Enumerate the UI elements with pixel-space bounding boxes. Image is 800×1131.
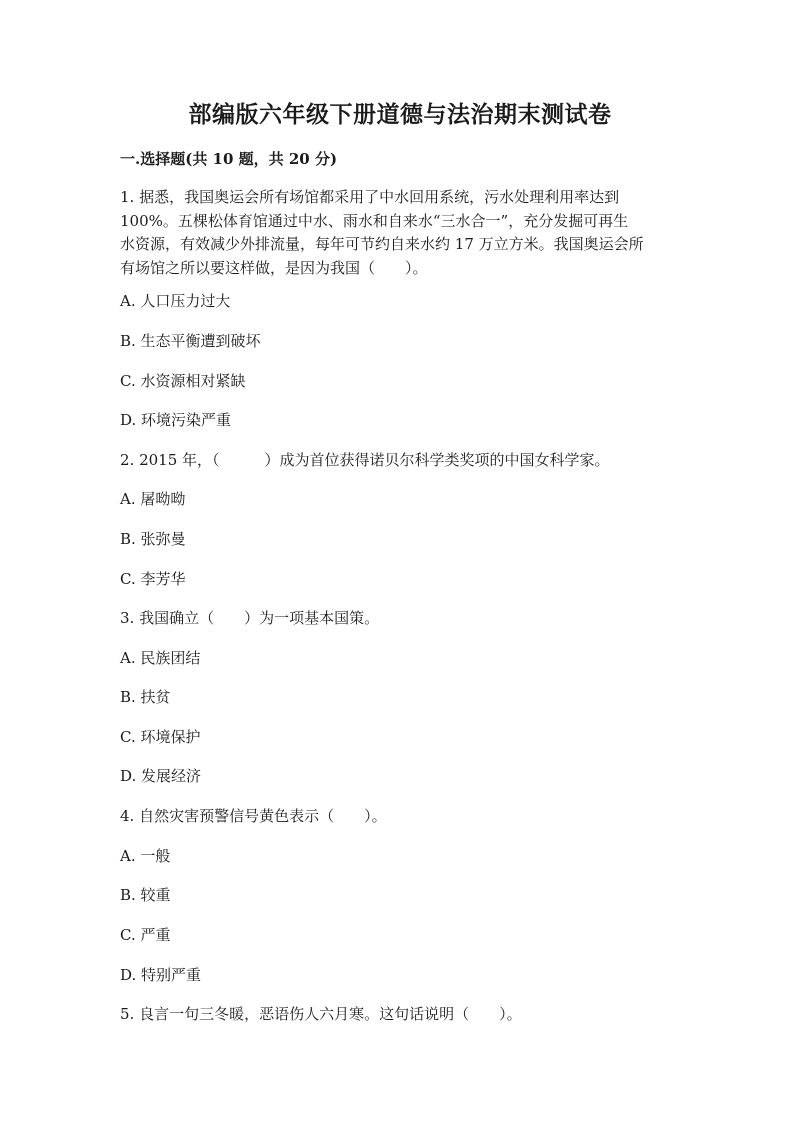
question-1-option-d: D. 环境污染严重 [120,411,232,429]
question-1-line-4: 有场馆之所以要这样做，是因为我国（ ）。 [120,258,428,277]
question-3-option-b: B. 扶贫 [120,688,171,706]
question-4-option-b: B. 较重 [120,886,171,904]
question-4-option-a: A. 一般 [120,847,171,865]
question-1-line-2: 100%。五棵松体育馆通过中水、雨水和自来水“三水合一”，充分发掘可再生 [120,211,629,230]
question-1-line-1: 1. 据悉，我国奥运会所有场馆都采用了中水回用系统，污水处理利用率达到 [120,188,620,206]
question-3-stem: 3. 我国确立（ ）为一项基本国策。 [120,609,380,627]
question-1-stem [120,186,680,280]
question-1-option-a: A. 人口压力过大 [120,292,231,310]
question-4-stem: 4. 自然灾害预警信号黄色表示（ ）。 [120,807,387,825]
question-3-option-d: D. 发展经济 [120,767,202,785]
page-title: 部编版六年级下册道德与法治期末测试卷 [188,101,612,128]
section-heading: 一.选择题(共 10 题，共 20 分) [120,150,338,168]
question-2-option-c: C. 李芳华 [120,570,186,588]
question-4-option-d: D. 特别严重 [120,966,202,984]
question-3-option-a: A. 民族团结 [120,649,201,667]
question-4-option-c: C. 严重 [120,926,171,944]
question-5-stem: 5. 良言一句三冬暖，恶语伤人六月寒。这句话说明（ ）。 [120,1005,522,1023]
question-3-option-c: C. 环境保护 [120,728,201,746]
question-1-line-3: 水资源，有效减少外排流量，每年可节约自来水约 17 万立方米。我国奥运会所 [120,235,644,253]
question-1-option-c: C. 水资源相对紧缺 [120,372,246,390]
question-1-option-b: B. 生态平衡遭到破坏 [120,332,261,350]
question-2-option-a: A. 屠呦呦 [120,490,186,508]
question-2-stem: 2. 2015 年，（ ）成为首位获得诺贝尔科学类奖项的中国女科学家。 [120,451,610,469]
question-2-option-b: B. 张弥曼 [120,530,186,548]
